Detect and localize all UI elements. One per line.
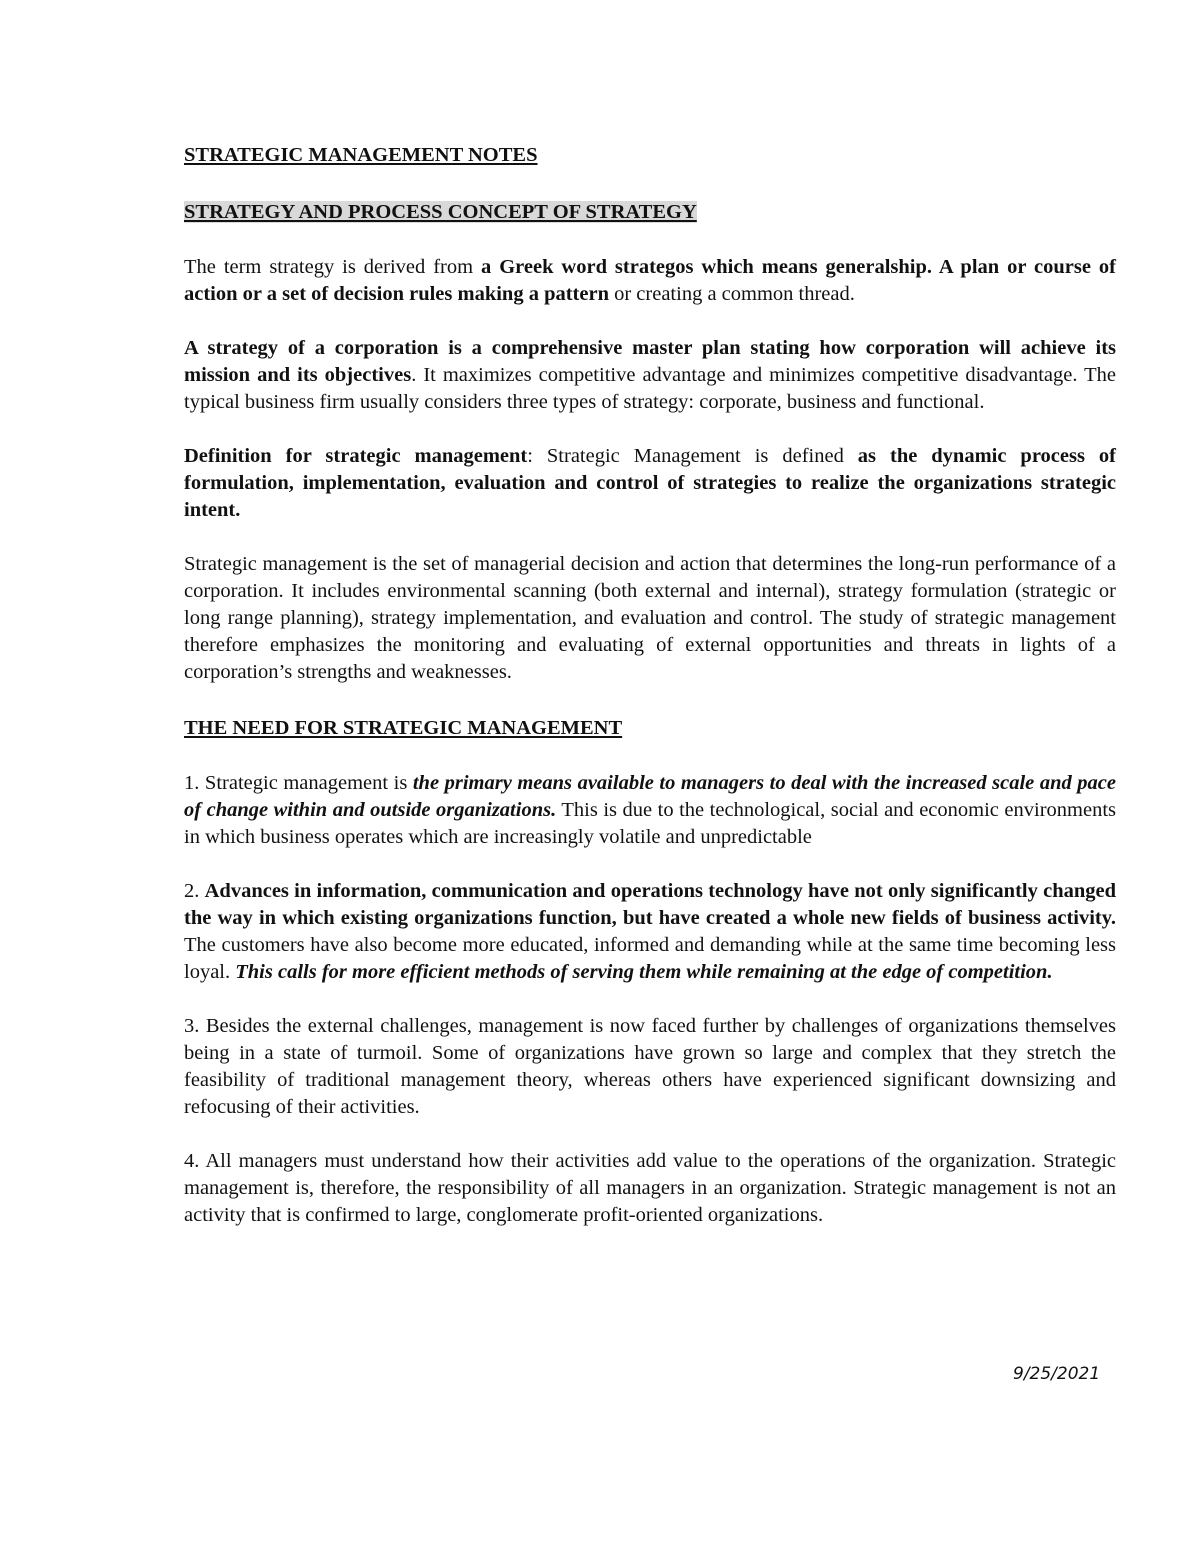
bold-italic-text: This calls for more efficient methods of serving them while remaining at the edge of competition. xyxy=(235,961,1053,983)
section-heading-strategy-process-text: STRATEGY AND PROCESS CONCEPT OF STRATEGY xyxy=(184,201,697,223)
footer-date: 9/25/2021 xyxy=(1013,1364,1101,1384)
list-item-need-2 xyxy=(184,878,1116,986)
section-heading-need: THE NEED FOR STRATEGIC MANAGEMENT xyxy=(184,717,623,739)
document-page xyxy=(184,140,1116,1256)
paragraph-text: 2. xyxy=(184,880,205,902)
bold-italic-text: the primary means available to managers to deal with the increased scale and pace of change within and outside organizations. xyxy=(184,772,1116,821)
paragraph-text: The customers have also become more educated, informed and demanding while at the same time becoming less loyal. xyxy=(184,934,1116,983)
list-item-need-3: 3. Besides the external challenges, management is now faced further by challenges of organizations themselves being in a state of turmoil. Some of organizations have grown so large and complex that they stretch the feasibility of traditional management theory, whereas others have experienced significant downsizing and refocusing of their activities. xyxy=(184,1015,1116,1118)
document-title: STRATEGIC MANAGEMENT NOTES xyxy=(184,144,538,166)
section-heading-strategy-process xyxy=(184,197,1116,227)
bold-text: Definition for strategic management xyxy=(184,445,528,467)
paragraph-strategy-origin xyxy=(184,254,1116,308)
paragraph-text: The term strategy is derived from xyxy=(184,256,481,278)
paragraph-text: or creating a common thread. xyxy=(608,283,855,305)
paragraph-strategic-management-overview: Strategic management is the set of managerial decision and action that determines the long-run performance of a corporation. It includes environmental scanning (both external and internal), strategy formulation (strategic or long range planning), strategy implementation, and evaluation and control. The study of strategic management therefore emphasizes the monitoring and evaluating of external opportunities and threats in lights of a corporation’s strengths and weaknesses. xyxy=(184,553,1116,683)
paragraph-corporate-strategy xyxy=(184,335,1116,416)
list-item-need-4: 4. All managers must understand how their activities add value to the operations of the organization. Strategic management is, therefore, the responsibility of all managers in an organization. Strategic management is not an activity that is confirmed to large, conglomerate profit-oriented organizations. xyxy=(184,1150,1116,1226)
paragraph-definition xyxy=(184,443,1116,524)
paragraph-text: : Strategic Management is defined xyxy=(527,445,858,467)
bold-text: Advances in information, communication and operations technology have not only significantly changed the way in which existing organizations function, but have created a whole new fields of business activity. xyxy=(184,880,1116,929)
list-item-need-1 xyxy=(184,770,1116,851)
bold-text: A strategy of a corporation is a comprehensive master plan stating how corporation will achieve its mission and its objectives xyxy=(184,337,1116,386)
bold-text: a Greek word strategos which means generalship. A plan or course of action or a set of decision rules making a pattern xyxy=(184,256,1116,305)
paragraph-text: 1. Strategic management is xyxy=(184,772,413,794)
bold-text: as the dynamic process of formulation, implementation, evaluation and control of strategies to realize the organizations strategic intent. xyxy=(184,445,1116,521)
paragraph-text: This is due to the technological, social and economic environments in which business operates which are increasingly volatile and unpredictable xyxy=(184,799,1116,848)
paragraph-text: . It maximizes competitive advantage and minimizes competitive disadvantage. The typical business firm usually considers three types of strategy: corporate, business and functional. xyxy=(184,364,1116,413)
